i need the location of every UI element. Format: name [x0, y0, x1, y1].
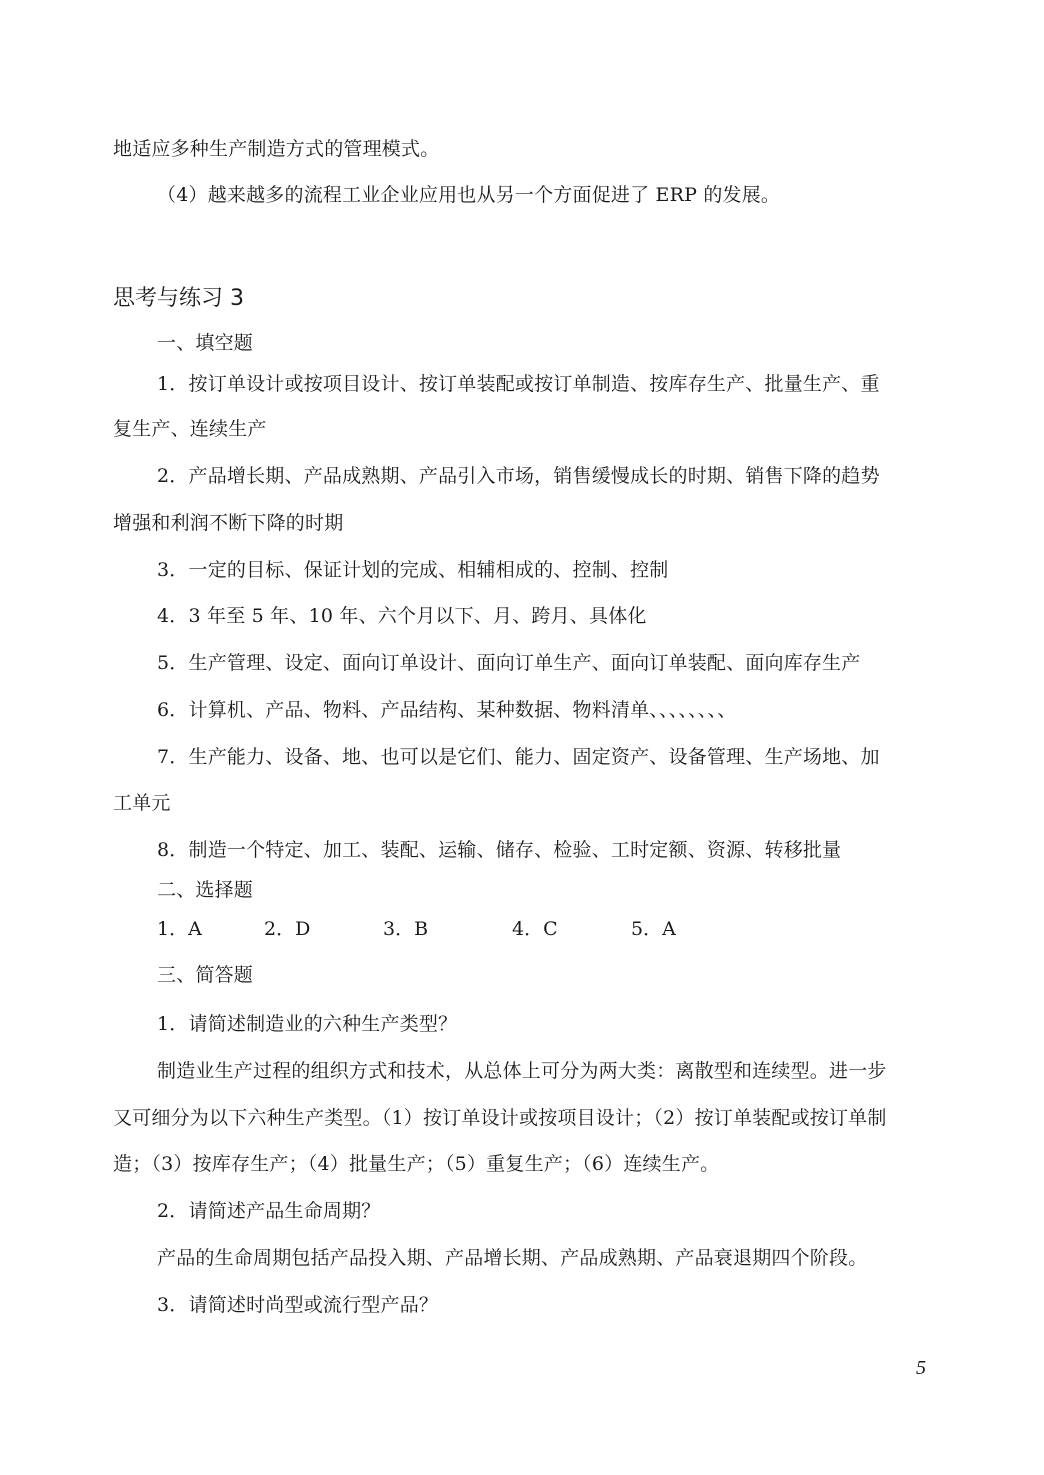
short-answer-question-1: 1．请简述制造业的六种生产类型？ — [157, 1013, 458, 1035]
short-answer-answer-2: 产品的生命周期包括产品投入期、产品增长期、产品成熟期、产品衰退期四个阶段。 — [157, 1247, 868, 1269]
fill-blank-answer-7-line-1: 7．生产能力、设备、地、也可以是它们、能力、固定资产、设备管理、生产场地、加 — [157, 746, 880, 768]
page-number: 5 — [916, 1357, 926, 1379]
section-title: 思考与练习 3 — [113, 286, 244, 311]
short-answer-heading: 三、简答题 — [157, 964, 254, 986]
fill-blank-answer-1-line-2: 复生产、连续生产 — [113, 418, 267, 440]
short-answer-question-3: 3．请简述时尚型或流行型产品？ — [157, 1294, 439, 1316]
fill-blank-answer-3: 3．一定的目标、保证计划的完成、相辅相成的、控制、控制 — [157, 559, 669, 581]
mc-answer-4: 4．C — [512, 918, 558, 940]
fill-blank-answer-2-line-1: 2．产品增长期、产品成熟期、产品引入市场，销售缓慢成长的时期、销售下降的趋势 — [157, 465, 880, 487]
short-answer-question-2: 2．请简述产品生命周期？ — [157, 1200, 381, 1222]
fill-blank-answer-7-line-2: 工单元 — [113, 792, 171, 814]
short-answer-answer-1-line-3: 造；（3）按库存生产；（4）批量生产；（5）重复生产；（6）连续生产。 — [113, 1153, 720, 1175]
mc-answer-2: 2．D — [264, 918, 311, 940]
fill-blank-answer-8: 8．制造一个特定、加工、装配、运输、储存、检验、工时定额、资源、转移批量 — [157, 839, 842, 861]
intro-point-4: （4）越来越多的流程工业企业应用也从另一个方面促进了 ERP 的发展。 — [157, 184, 781, 206]
fill-blank-answer-1-line-1: 1．按订单设计或按项目设计、按订单装配或按订单制造、按库存生产、批量生产、重 — [157, 373, 880, 395]
fill-blank-answer-5: 5．生产管理、设定、面向订单设计、面向订单生产、面向订单装配、面向库存生产 — [157, 652, 861, 674]
fill-blank-answer-2-line-2: 增强和利润不断下降的时期 — [113, 512, 344, 534]
fill-blank-answer-4: 4．3 年至 5 年、10 年、六个月以下、月、跨月、具体化 — [157, 605, 647, 627]
fill-blank-heading: 一、填空题 — [157, 332, 254, 354]
mc-answer-1: 1．A — [157, 918, 202, 940]
mc-answer-3: 3．B — [383, 918, 429, 940]
fill-blank-answer-6: 6．计算机、产品、物料、产品结构、某种数据、物料清单、、、、、、、、 — [157, 699, 737, 721]
short-answer-answer-1-line-2: 又可细分为以下六种生产类型。（1）按订单设计或按项目设计；（2）按订单装配或按订单制 — [113, 1107, 887, 1129]
multiple-choice-heading: 二、选择题 — [157, 879, 254, 901]
mc-answer-5: 5．A — [631, 918, 676, 940]
intro-paragraph-end: 地适应多种生产制造方式的管理模式。 — [113, 138, 440, 160]
short-answer-answer-1-line-1: 制造业生产过程的组织方式和技术，从总体上可分为两大类：离散型和连续型。进一步 — [157, 1060, 887, 1082]
